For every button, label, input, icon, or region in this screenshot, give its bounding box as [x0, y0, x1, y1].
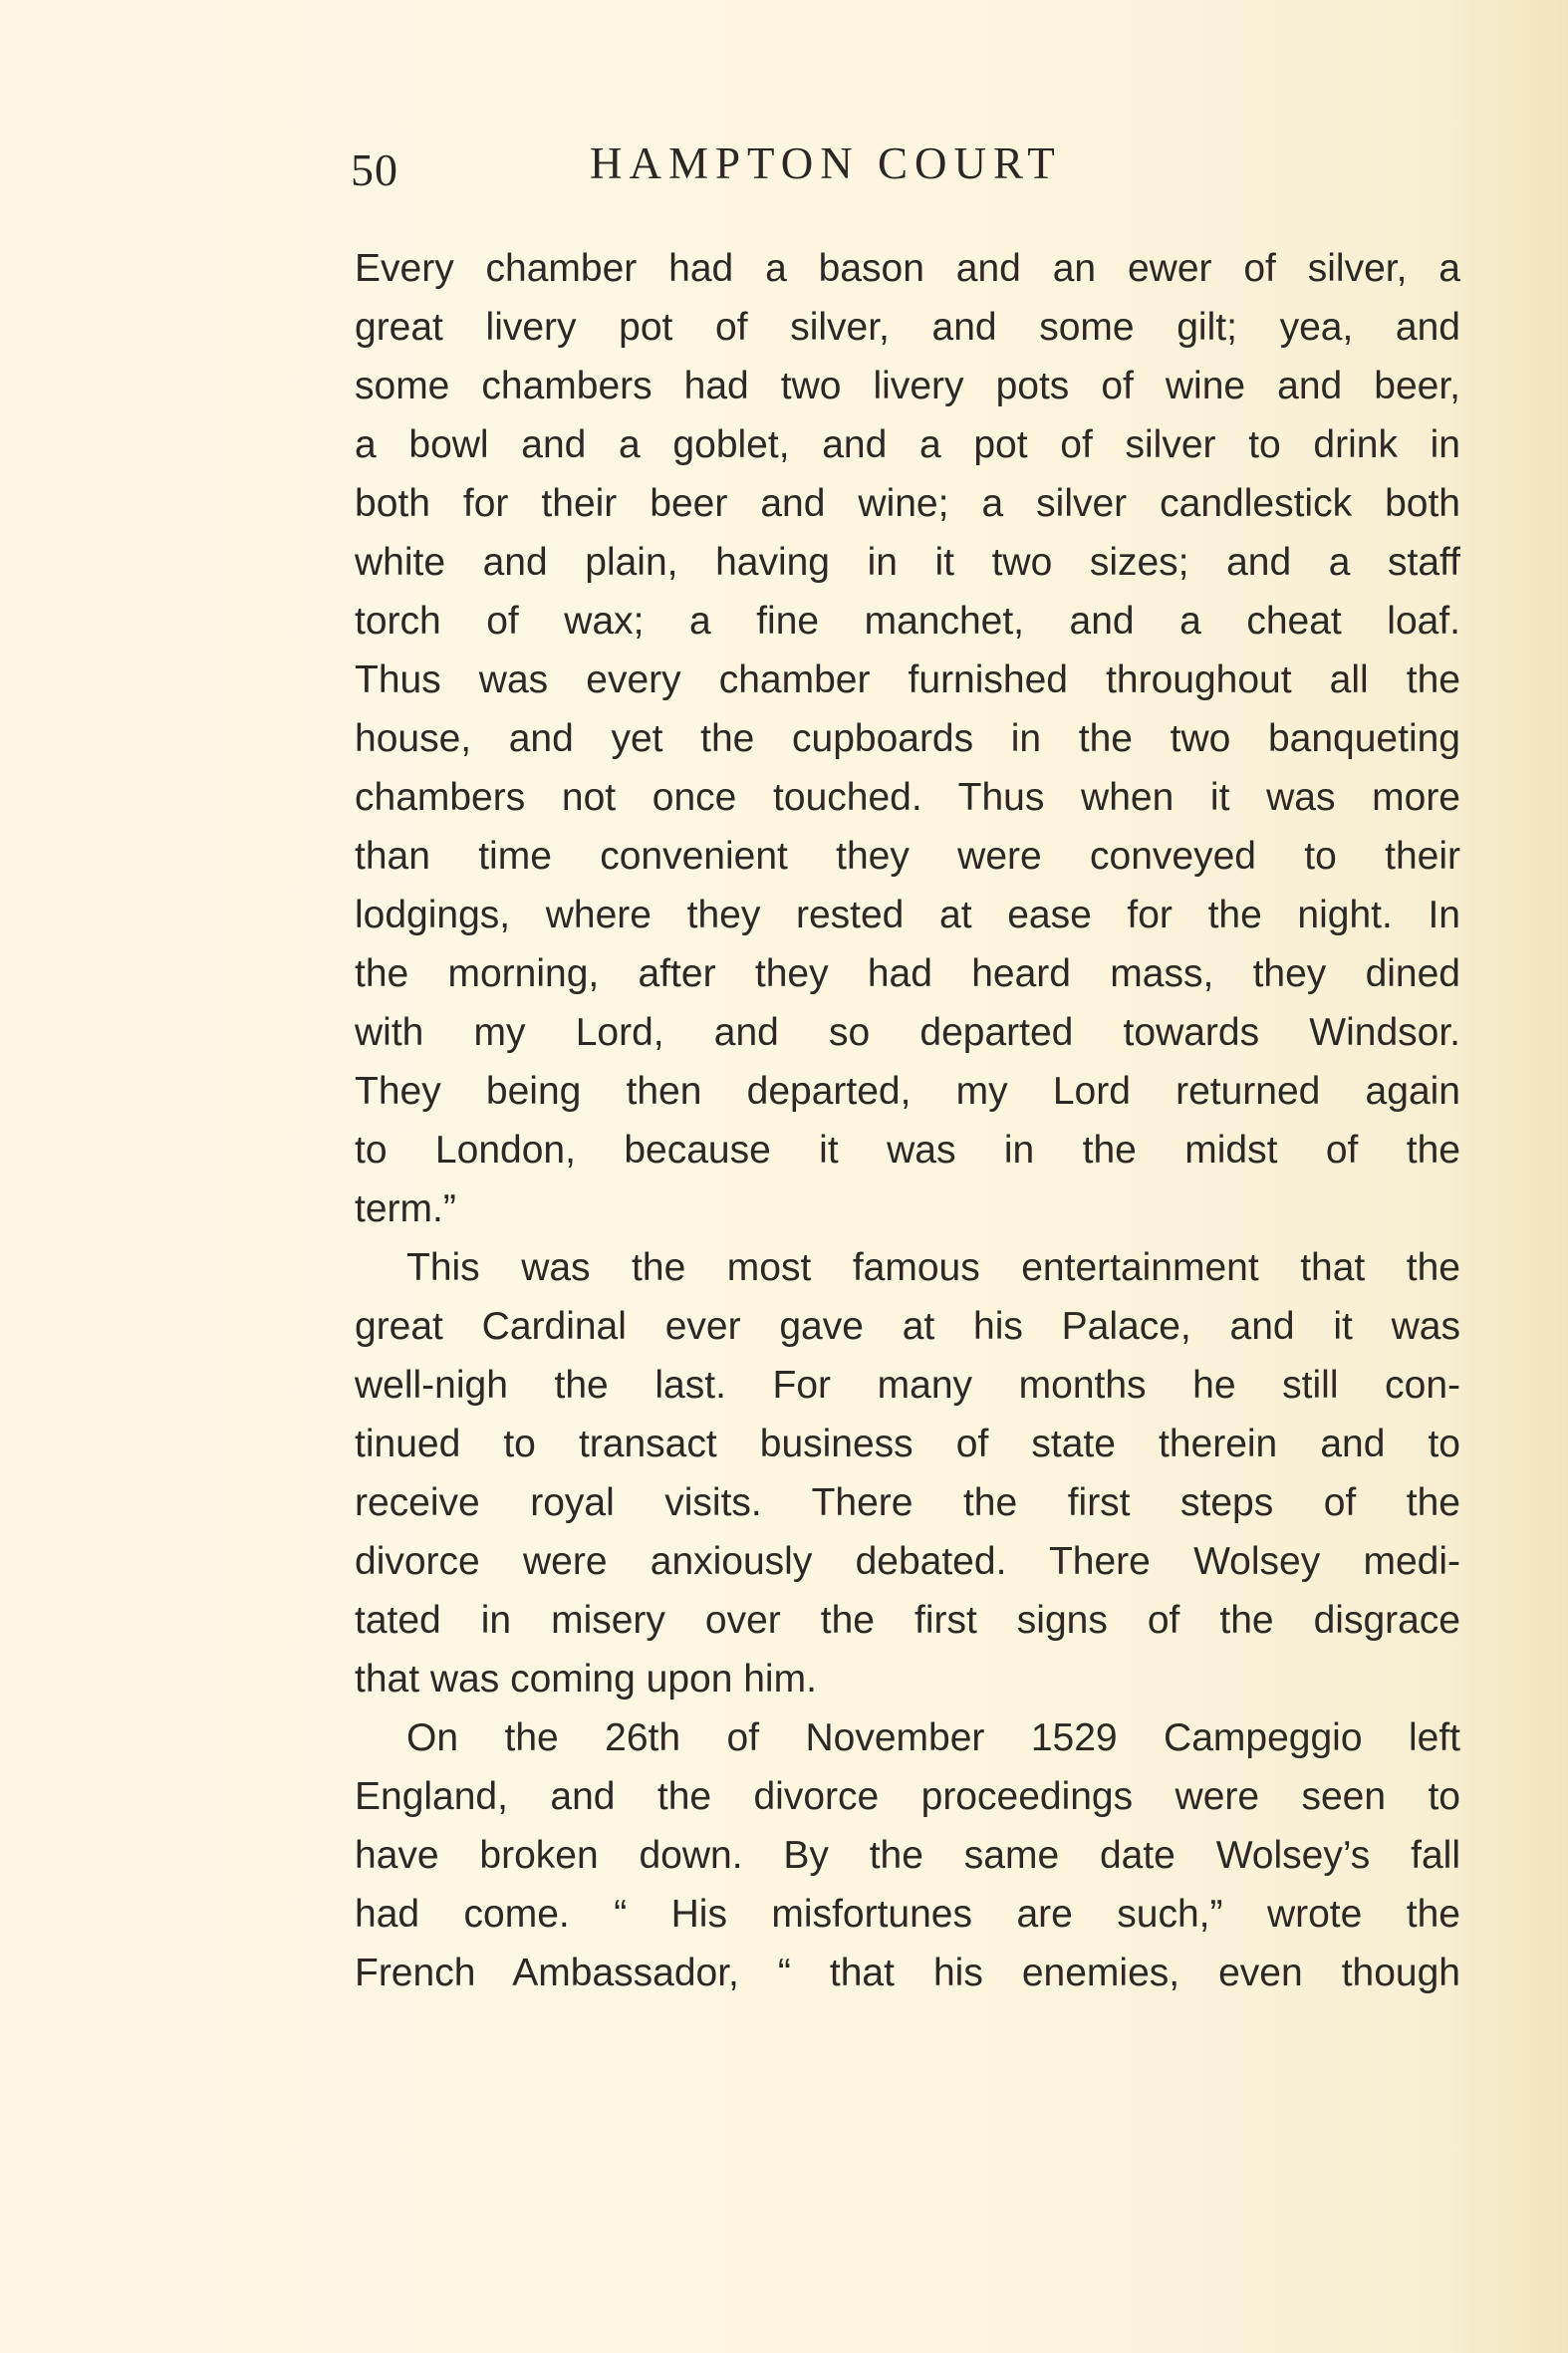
text-line: a bowl and a goblet, and a pot of silver to drink in	[355, 423, 1460, 466]
text-line: had come. “ His misfortunes are such,” wrote the	[355, 1893, 1460, 1936]
text-line: white and plain, having in it two sizes; and a staff	[355, 541, 1460, 584]
page-number: 50	[351, 144, 398, 195]
text-line: divorce were anxiously debated. There Wolsey medi-	[355, 1540, 1460, 1583]
text-line: tinued to transact business of state therein and to	[355, 1423, 1460, 1465]
text-line: tated in misery over the first signs of the disgrace	[355, 1599, 1460, 1642]
text-line: lodgings, where they rested at ease for the night. In	[355, 894, 1460, 936]
body-text	[355, 239, 1460, 2002]
text-line: chambers not once touched. Thus when it was more	[355, 776, 1460, 819]
text-line: house, and yet the cupboards in the two banqueting	[355, 717, 1460, 760]
running-title: HAMPTON COURT	[590, 138, 1062, 188]
text-line: the morning, after they had heard mass, they dined	[355, 952, 1460, 995]
text-line: well-nigh the last. For many months he still con-	[355, 1364, 1460, 1407]
text-line: Thus was every chamber furnished throughout all the	[355, 658, 1460, 701]
text-line: great Cardinal ever gave at his Palace, and it was	[355, 1305, 1460, 1348]
text-line: term.”	[355, 1187, 456, 1230]
text-line: England, and the divorce proceedings were seen to	[355, 1775, 1460, 1818]
text-line: than time convenient they were conveyed to their	[355, 835, 1460, 878]
text-line: French Ambassador, “ that his enemies, even though	[355, 1952, 1460, 1994]
text-line: have broken down. By the same date Wolsey’s fall	[355, 1834, 1460, 1877]
text-line: great livery pot of silver, and some gilt; yea, and	[355, 306, 1460, 349]
text-line: both for their beer and wine; a silver candlestick both	[355, 482, 1460, 525]
text-line: with my Lord, and so departed towards Windsor.	[355, 1011, 1460, 1054]
text-line: They being then departed, my Lord returned again	[355, 1070, 1460, 1113]
text-line: Every chamber had a bason and an ewer of silver, a	[355, 247, 1460, 290]
running-head	[351, 137, 1466, 197]
text-line: This was the most famous entertainment that the	[406, 1246, 1460, 1289]
text-line: to London, because it was in the midst of the	[355, 1129, 1460, 1172]
text-line: that was coming upon him.	[355, 1658, 817, 1700]
text-line: On the 26th of November 1529 Campeggio left	[406, 1716, 1460, 1759]
text-line: receive royal visits. There the first steps of the	[355, 1481, 1460, 1524]
text-line: torch of wax; a fine manchet, and a cheat loaf.	[355, 600, 1460, 643]
text-line: some chambers had two livery pots of wine and beer,	[355, 365, 1460, 407]
